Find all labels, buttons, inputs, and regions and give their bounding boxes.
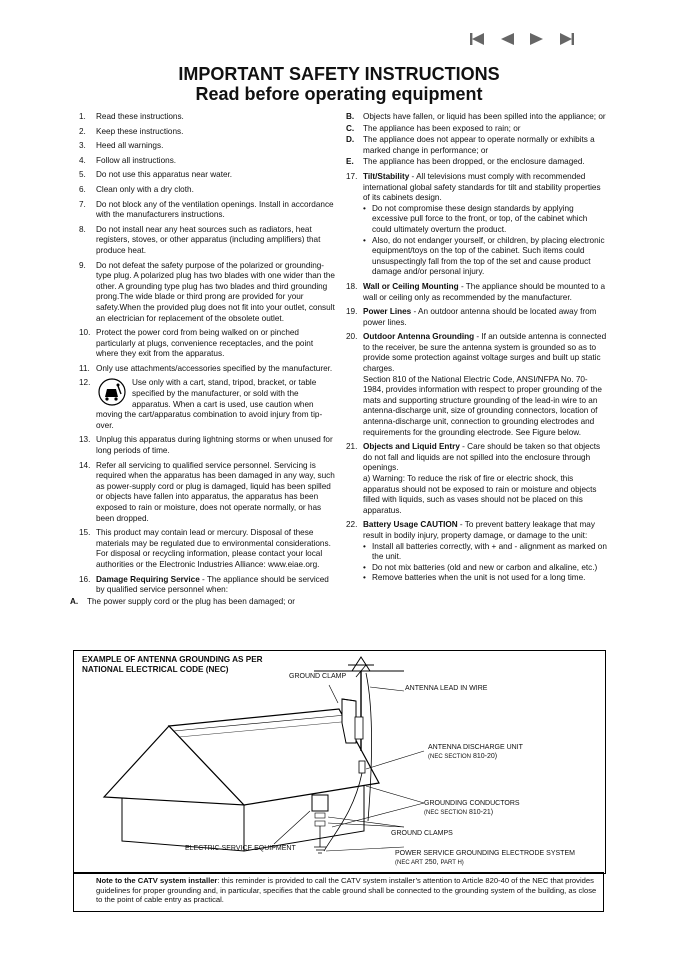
item-text [363,172,608,278]
page-navigation [462,30,582,48]
grounding-electrode-name: POWER SERVICE GROUNDING ELECTRODE SYSTEM [395,850,575,857]
sub-item-text: The appliance has been dropped, or the enclosure damaged. [363,157,585,167]
item-text: Do not use this apparatus near water. [96,170,233,180]
item-number: 3. [79,141,86,151]
item-number: 14. [79,460,91,470]
item-body-continued: Section 810 of the National Electric Code, ANSI/NFPA No. 70-1984, provides information with respect to proper grounding of the mats and supporting structure grounding of the lead-in wire to an antenna-discharge unit, size of grounding connectors, location of antenna-discharge unit, connection to grounding electrodes and requirements for the grounding electrode. See Figure below. [363,374,602,437]
skip-forward-icon[interactable] [552,30,582,48]
instruction-item [79,185,337,196]
item-text: Keep these instructions. [96,126,184,136]
left-column [70,112,337,608]
item-number: 8. [79,224,86,234]
item-number: 1. [79,112,86,121]
item-text: Clean only with a dry cloth. [96,184,194,194]
instruction-item [79,141,337,152]
item-text [363,282,608,303]
diagram-title-line2: NATIONAL ELECTRICAL CODE (NEC) [82,665,229,674]
discharge-unit-name: ANTENNA DISCHARGE UNIT [428,744,523,751]
item-number: 2. [79,126,86,136]
instruction-item [79,575,337,596]
bullet-text: Do not mix batteries (old and new or carbon and alkaline, etc.) [372,562,598,572]
item-text: Do not defeat the safety purpose of the polarized or grounding-type plug. A polarized plug has two blades with one wider than the other. A grounding type plug has two blades and third grounding prong.The wide blade or third prong are provided for your safety.When the provided plug does not fit into your outlet, consult an electrician for replacement of the obsolete outlet. [96,260,335,323]
item-number: 13. [79,435,91,445]
title-line: IMPORTANT SAFETY INSTRUCTIONS [178,64,500,84]
item-body-continued: a) Warning: To reduce the risk of fire or electric shock, this apparatus should not be exposed to rain or moisture and objects filled with liquids, such as vases should not be placed on this apparatus. [363,474,597,515]
instruction-item [79,170,337,181]
label-antenna-lead-in: ANTENNA LEAD IN WIRE [405,685,488,692]
bullet-text: Do not compromise these design standards by applying excessive pull force to the front, or top, of the cabinet which could ultimately overturn the product. [372,203,588,234]
sub-item-text: The appliance does not appear to operate normally or exhibits a marked change in performance; or [363,135,595,155]
bullet-item: • Do not compromise these design standards by applying excessive pull force to the front, or top, of the cabinet which could ultimately overturn the product. [363,204,608,236]
sub-item-text: The appliance has been exposed to rain; or [363,123,521,133]
instruction-item [79,112,337,123]
instruction-item [79,200,337,221]
item-heading: Wall or Ceiling Mounting [363,281,459,291]
bullet-item: • Also, do not endanger yourself, or children, by placing electronic equipment/toys on the top of the cabinet. Such items could unsuspectingly fall from the top of the set and cause product damage and/or personal injury. [363,236,608,278]
discharge-unit-ref: (NEC SECTION 810-20) [428,753,498,760]
item-text: Do not install near any heat sources such as radiators, heat registers, stoves, or other apparatus (including amplifiers) that produce heat. [96,224,321,255]
item-body: - An outdoor antenna should be located away from power lines. [363,307,597,327]
item-body: - If an outside antenna is connected to the receiver, be sure the antenna system is grounded so as to provide some protection against voltage surges and built up static charges. [363,332,607,374]
item-number: 10. [79,328,91,338]
bullet-item: • Install all batteries correctly, with + and - alignment as marked on the unit. [363,541,607,562]
instruction-item [346,172,608,278]
item-number: 22. [346,520,358,530]
label-discharge-unit [428,743,523,762]
item-number: 17. [346,171,358,181]
instruction-item [79,378,337,431]
item-body: - The appliance should be serviced by qualified service personnel when: [96,574,329,595]
item-number: 11. [79,363,90,373]
item-text: Protect the power cord from being walked on or pinched particularly at plugs, convenience receptacles, and the point where they exit from the apparatus. [96,328,314,359]
item-body: - To prevent battery leakage that may result in bodily injury, property damage, or damage to the unit: [363,520,595,540]
grounding-electrode-ref: (NEC ART 250, PART H) [395,859,464,866]
note-text: : this reminder is provided to call the CATV system installer’s attention to Article 820-40 of the NEC that provides guidelines for proper grounding and, in particular, specifies that the cable ground shall be connected to the grounding system of the building, as close to the point of cable entry as practical. [96,876,597,905]
item-heading: Tilt/Stability [363,171,410,181]
item-number: 15. [79,528,91,538]
item-text: Heed all warnings. [96,141,164,151]
bullet-text: Install all batteries correctly, with + and - alignment as marked on the unit. [372,541,607,562]
item-text [363,307,608,328]
bullet-text: Also, do not endanger yourself, or children, by placing electronic equipment/toys on the top of the cabinet. Such items could unsuspectingly fall from the top of the set and cause product damage and/or personal injury. [372,235,605,277]
item-text: Only use attachments/accessories specified by the manufacturer. [96,363,333,373]
label-electric-service: ELECTRIC SERVICE EQUIPMENT [185,845,296,852]
item-number: 16. [79,574,91,584]
house-illustration [74,651,605,873]
instruction-item [79,127,337,138]
sub-item [346,135,608,156]
label-grounding-electrode [395,849,575,868]
item-text [363,520,608,584]
item-body: - All televisions must comply with recommended international global safety standards for tilt and stability properties of its cabinets design. [363,171,601,203]
item-number: 19. [346,307,358,317]
item-heading: Damage Requiring Service [96,574,200,584]
grounding-conductors-name: GROUNDING CONDUCTORS [424,800,520,807]
diagram-title-line1: EXAMPLE OF ANTENNA GROUNDING AS PER [82,655,263,664]
sub-item [346,157,608,168]
item-text-content: Use only with a cart, stand, tripod, bracket, or table specified by the manufacturer, or sold with the apparatus. When a cart is used, use caution when moving the cart/apparatus combination to avoid injury from tip-over. [96,378,323,430]
item-text: Refer all servicing to qualified service personnel. Servicing is required when the apparatus has been damaged in any way, such as power-supply cord or plug is damaged, liquid has been spilled or objects have fallen into apparatus, the apparatus has been exposed to rain or moisture, does not operate normally, or has been dropped. [96,460,335,523]
instruction-item [346,307,608,328]
instruction-item [346,282,608,303]
antenna-grounding-diagram [73,650,606,874]
instruction-item [346,520,608,584]
note-heading: Note to the CATV system installer [96,876,218,885]
instruction-item [346,332,608,438]
instruction-item [79,261,337,325]
instruction-item [79,461,337,525]
item-heading: Outdoor Antenna Grounding [363,332,475,342]
item-text: Do not block any of the ventilation openings. Install in accordance with the manufacturers instructions. [96,199,334,220]
item-heading: Battery Usage CAUTION [363,520,458,530]
item-number: 4. [79,155,86,165]
sub-item [346,112,608,123]
bullet-text: Remove batteries when the unit is not used for a long time. [372,573,586,583]
item-text [363,442,608,516]
bullet-item: • Remove batteries when the unit is not used for a long time. [363,573,608,584]
catv-installer-note [73,872,604,912]
cart-warning-icon [98,378,126,406]
item-text: Unplug this apparatus during lightning storms or when unused for long periods of time. [96,435,333,456]
sub-item-letter: A. [70,596,79,606]
sub-item-letter: B. [346,112,355,121]
instruction-item [79,435,337,456]
bullet-item: • Do not mix batteries (old and new or carbon and alkaline, etc.) [363,563,608,574]
item-number: 12. [79,378,91,388]
label-grounding-conductors [424,799,520,818]
instruction-item [79,225,337,257]
right-column [346,112,608,588]
item-number: 20. [346,332,358,342]
label-ground-clamp: GROUND CLAMP [289,673,347,680]
instruction-item [79,156,337,167]
instruction-item [79,328,337,360]
item-text: This product may contain lead or mercury. Disposal of these materials may be regulated due to environmental considerations. For disposal or recycling information, please contact your local authorities or the Electronic Industries Alliance: www.eiae.org. [96,528,331,569]
item-text [363,332,608,438]
item-text: Read these instructions. [96,112,184,121]
item-text [96,575,337,596]
label-ground-clamps: GROUND CLAMPS [391,830,453,837]
sub-item-text: Objects have fallen, or liquid has been spilled into the appliance; or [363,112,606,121]
grounding-conductors-ref: (NEC SECTION 810-21) [424,809,494,816]
sub-item [346,124,608,135]
item-number: 7. [79,199,86,209]
item-number: 18. [346,281,358,291]
skip-back-icon[interactable] [462,30,492,48]
item-number: 9. [79,260,86,270]
sub-item-letter: E. [346,157,354,167]
item-heading: Power Lines [363,307,412,317]
instruction-item [346,442,608,516]
item-number: 21. [346,442,358,452]
instruction-item [79,528,337,570]
subtitle-line: Read before operating equipment [195,84,483,104]
item-body: - Care should be taken so that objects do not fall and liquids are not spilled into the enclosure through openings. [363,442,601,473]
prev-icon[interactable] [492,30,522,48]
item-text: Follow all instructions. [96,155,177,165]
sub-item-text: The power supply cord or the plug has been damaged; or [87,596,296,606]
sub-item-letter: D. [346,135,355,145]
item-body: - The appliance should be mounted to a wall or ceiling only as recommended by the manufacturer. [363,281,606,302]
item-number: 6. [79,184,86,194]
item-text [96,378,337,431]
next-icon[interactable] [522,30,552,48]
instruction-item [79,364,337,375]
item-heading: Objects and Liquid Entry [363,442,460,452]
sub-item [70,597,337,608]
page-title [0,64,678,104]
item-number: 5. [79,170,86,180]
sub-item-letter: C. [346,123,355,133]
